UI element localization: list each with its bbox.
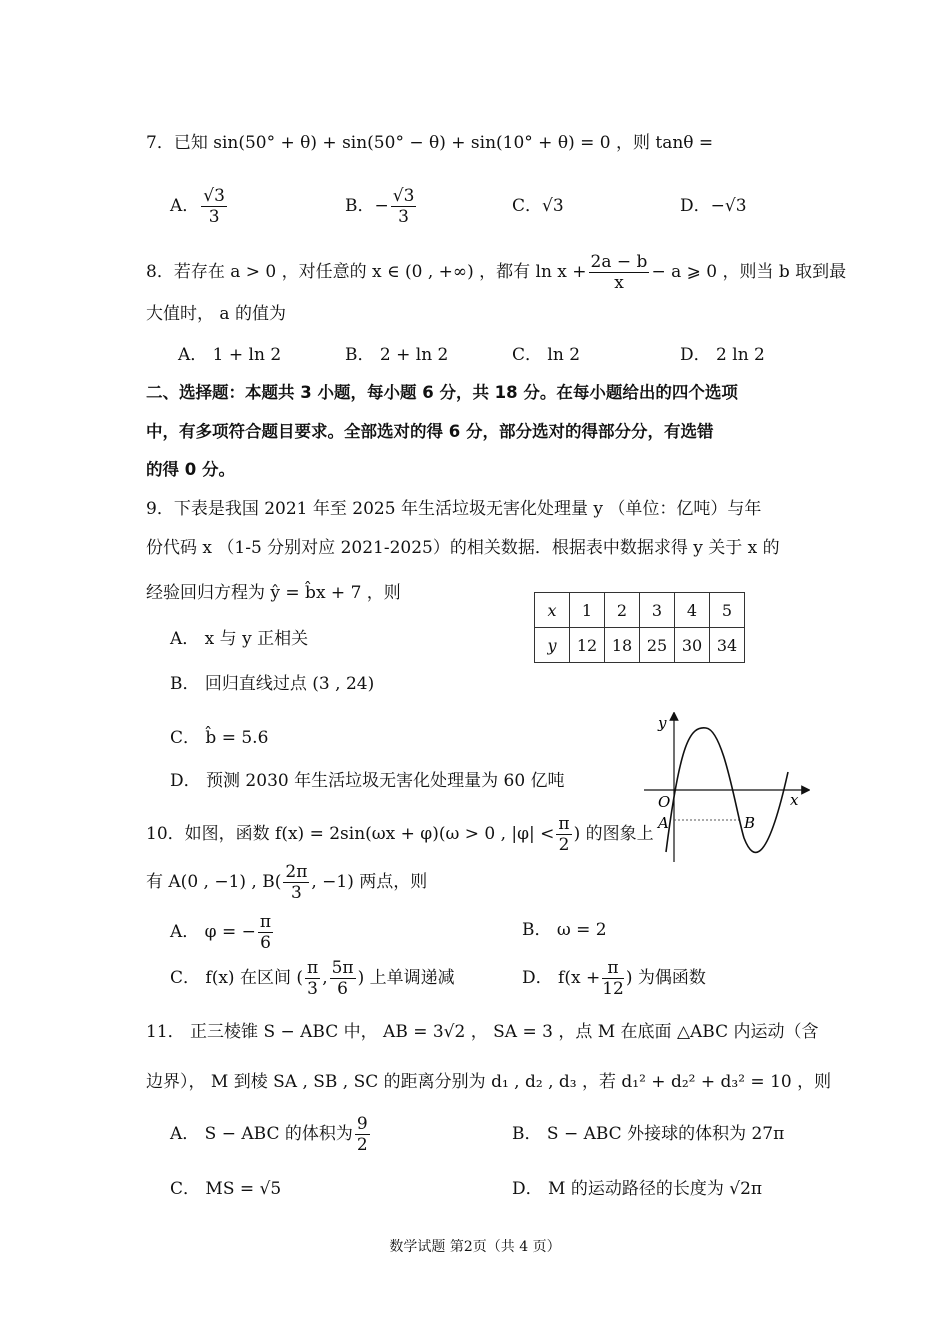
q9-line1: 9．下表是我国 2021 年至 2025 年生活垃圾无害化处理量 y （单位：亿吨）与年 (146, 499, 762, 519)
q9-line2: 份代码 x （1-5 分别对应 2021-2025）的相关数据．根据表中数据求得 y 关于 x 的 (146, 538, 780, 558)
section2-line2: 中，有多项符合题目要求。全部选对的得 6 分，部分选对的得部分分，有选错 (146, 422, 714, 441)
graph-origin-label: O (658, 793, 671, 811)
q9-option-d: D． 预测 2030 年生活垃圾无害化处理量为 60 亿吨 (170, 771, 565, 791)
table-cell: 18 (605, 628, 640, 663)
table-cell: 30 (675, 628, 710, 663)
q9-option-b: B． 回归直线过点 (3 , 24) (170, 674, 375, 694)
q7-option-a: A． $\frac{√3}{3}$ (170, 186, 225, 227)
q9-option-c: C． b̂ = 5.6 (170, 728, 269, 748)
q11-option-a: A． S − ABC 的体积为 $\frac{9}{2}$ (170, 1114, 368, 1155)
table-cell: 2 (605, 593, 640, 628)
table-row (535, 628, 745, 663)
table-cell: 1 (570, 593, 605, 628)
q11-option-c: C． MS = √5 (170, 1179, 282, 1199)
q10-option-b: B． ω = 2 (522, 920, 607, 940)
q8-option-b: B． 2 + ln 2 (345, 345, 449, 365)
q8-option-d: D． 2 ln 2 (680, 345, 765, 365)
q10-line2: 有 A(0 , −1) , B( $\frac{2\pi}{3}$ , −1) 两点，则 (146, 862, 428, 903)
table-cell: y (535, 628, 570, 663)
q8-stem-line2: 大值时， a 的值为 (146, 304, 286, 324)
q9-line3: 经验回归方程为 ŷ = b̂x + 7 ，则 (146, 583, 401, 603)
q10-line1: 10．如图，函数 f(x) = 2sin(ωx + φ)(ω > 0 , |φ| < $\frac{\pi}{2}$ ) 的图象上 (146, 814, 654, 855)
q11-line1: 11． 正三棱锥 S − ABC 中， AB = 3√2 ， SA = 3 ，点 M 在底面 △ABC 内运动（含 (146, 1022, 819, 1042)
q11-option-b: B． S − ABC 外接球的体积为 27π (512, 1124, 785, 1144)
table-cell: x (535, 593, 570, 628)
q10-option-d: D． f(x + $\frac{\pi}{12}$ ) 为偶函数 (522, 958, 706, 999)
q8-stem-line1: 8．若存在 a > 0 ，对任意的 x ∈ (0 , +∞) ，都有 ln x + $\frac{2a - b}{x}$ − a ⩾ 0 ，则当 b 取到最 (146, 252, 847, 293)
q10-sine-graph (640, 712, 810, 867)
table-row (535, 593, 745, 628)
table-cell: 5 (710, 593, 745, 628)
table-cell: 3 (640, 593, 675, 628)
table-cell: 4 (675, 593, 710, 628)
q11-option-d: D． M 的运动路径的长度为 √2π (512, 1179, 763, 1199)
section2-line3: 的得 0 分。 (146, 460, 235, 479)
section2-line1: 二、选择题：本题共 3 小题，每小题 6 分，共 18 分。在每小题给出的四个选项 (146, 383, 738, 402)
q7-stem: 7．已知 sin(50° + θ) + sin(50° − θ) + sin(10° + θ) = 0 ，则 tanθ = (146, 133, 714, 153)
q7-option-d: D．−√3 (680, 196, 747, 216)
q8-option-c: C． ln 2 (512, 345, 581, 365)
q9-option-a: A． x 与 y 正相关 (170, 629, 309, 649)
graph-point-a-label: A (658, 814, 669, 832)
graph-y-label: y (658, 714, 667, 732)
q9-data-table (534, 592, 745, 663)
page-footer: 数学试题 第2页（共 4 页） (389, 1239, 561, 1255)
q11-line2: 边界）， M 到棱 SA , SB , SC 的距离分别为 d₁ , d₂ , d₃ ，若 d₁² + d₂² + d₃² = 10 ，则 (146, 1072, 832, 1092)
q8-option-a: A． 1 + ln 2 (178, 345, 282, 365)
q7-option-b: B．− $\frac{√3}{3}$ (345, 186, 415, 227)
table-cell: 25 (640, 628, 675, 663)
q10-option-c: C． f(x) 在区间 ( $\frac{\pi}{3}$ , $\frac{5\pi}{6}$ ) 上单调递减 (170, 958, 455, 999)
graph-point-b-label: B (744, 814, 756, 832)
q7-option-c: C．√3 (512, 196, 564, 216)
q10-option-a: A． φ = − $\frac{\pi}{6}$ (170, 912, 272, 953)
table-cell: 12 (570, 628, 605, 663)
table-cell: 34 (710, 628, 745, 663)
graph-x-label: x (790, 791, 799, 809)
